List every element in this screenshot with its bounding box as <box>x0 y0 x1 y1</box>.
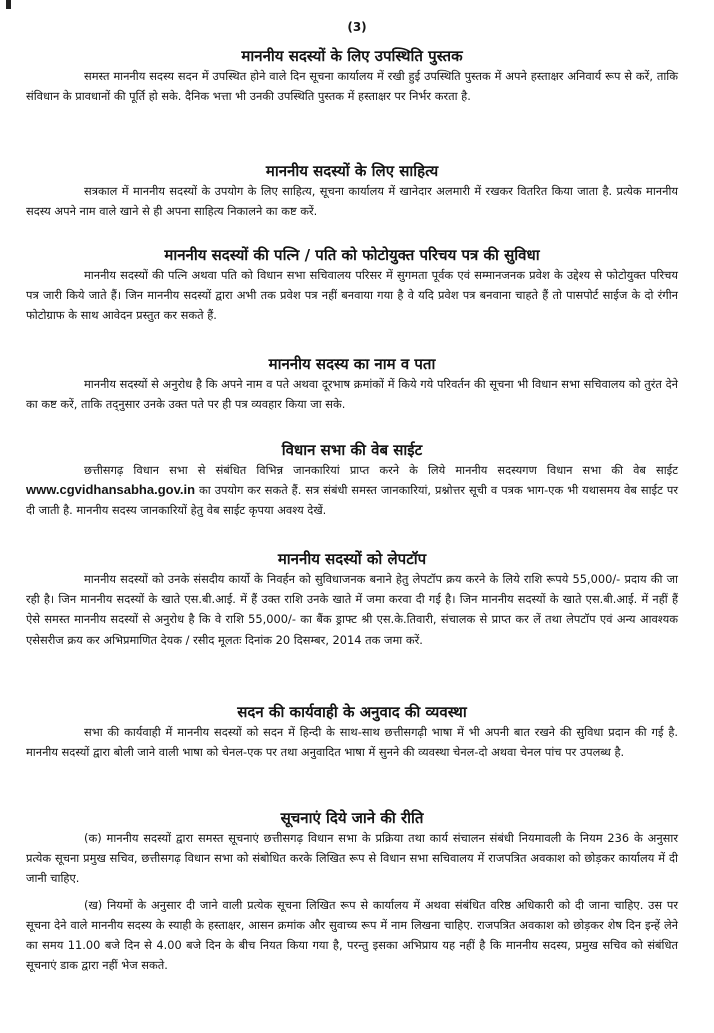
section-translation <box>26 702 678 762</box>
section-heading: माननीय सदस्यों को लेपटॉप <box>277 550 427 568</box>
section-notice-procedure <box>26 808 678 975</box>
section-body <box>26 460 678 521</box>
section-literature <box>26 161 678 221</box>
paragraph-ka: (क) माननीय सदस्यों द्वारा समस्त सूचनाएं छत्तीसगढ़ विधान सभा के प्रक्रिया तथा कार्य संचालन संबंधी नियमावली के नियम 236 के अनुसार प्रत्येक सूचना प्रमुख सचिव, छत्तीसगढ़ विधान सभा को संबोधित करके लिखित रूप से विधान सभा सचिवालय में राजपत्रित अवकाश को छोड़कर कार्यालय में दी जानी चाहिए. <box>26 831 678 886</box>
section-spouse-id-card <box>26 245 678 326</box>
section-heading: माननीय सदस्यों की पत्नि / पति को फोटोयुक्त परिचय पत्र की सुविधा <box>164 246 540 264</box>
section-body: माननीय सदस्यों से अनुरोध है कि अपने नाम व पते अथवा दूरभाष क्रमांकों में किये गये परिवर्तन की सूचना भी विधान सभा सचिवालय को तुरंत देने का कष्ट करें, ताकि तद्नुसार उनके उक्त पते पर ही पत्र व्यवहार किया जा सके. <box>26 377 678 412</box>
section-body: माननीय सदस्यों को उनके संसदीय कार्यो के निवर्हन को सुविधाजनक बनाने हेतु लेपटॉप क्रय करने के लिये राशि रूपये 55,000/- प्रदाय की जा रही है। जिन माननीय सदस्यों के खाते एस.बी.आई. में हैं उक्त राशि उनके खाते में जमा करवा दी गई है। जिन माननीय सदस्यों के खाते एस.बी.आई. में नहीं हैं ऐसे समस्त माननीय सदस्यों से अनुरोध है कि वे राशि 55,000/- का बैंक ड्राफ्ट श्री एस.के.तिवारी, संचालक से प्राप्त कर लें तथा लेपटॉप एवं अन्य आवश्यक एसेसरीज क्रय कर अभिप्रमाणित देयक / रसीद मूलतः दिनांक 20 दिसम्बर, 2014 तक जमा करें. <box>26 572 678 647</box>
section-heading: सूचनाएं दिये जाने की रीति <box>280 809 424 827</box>
section-name-address <box>26 354 678 414</box>
body-text-after-url: का उपयोग कर सकते हैं. सत्र संबंधी समस्त जानकारियां, प्रश्नोत्तर सूची व पत्रक भाग-एक भी यथासमय वेब साईट पर दी जाती है. माननीय सदस्य जानकारियों हेतु वेब साईट कृपया अवश्य देखें. <box>26 483 678 518</box>
paragraph-kha: (ख) नियमों के अनुसार दी जाने वाली प्रत्येक सूचना लिखित रूप से कार्यालय में अथवा संबंधित वरिष्ठ अधिकारी को दी जाना चाहिए. उस पर सूचना देने वाले माननीय सदस्य के स्याही के हस्ताक्षर, आसन क्रमांक और सुवाच्य रूप में नाम लिखना चाहिए. राजपत्रित अवकाश को छोड़कर शेष दिन इन्हें लेने का समय 11.00 बजे दिन से 4.00 बजे दिन के बीच नियत किया गया है, परन्तु इसका अभिप्राय यह नहीं है कि माननीय सदस्य, प्रमुख सचिव को संबंधित सूचनाएं डाक द्वारा नहीं भेज सकते. <box>26 897 678 973</box>
page-number: (3) <box>347 20 367 34</box>
section-body: सभा की कार्यवाही में माननीय सदस्यों को सदन में हिन्दी के साथ-साथ छत्तीसगढ़ी भाषा में भी अपनी बात रखने की सुविधा प्रदान की गई है. माननीय सदस्यों द्वारा बोली जाने वाली भाषा को चेनल-एक पर तथा अनुवादित भाषा में सुनने की व्यवस्था चेनल-दो अथवा चेनल पांच पर उपलब्ध है. <box>26 725 678 760</box>
website-link[interactable]: www.cgvidhansabha.gov.in <box>26 482 196 498</box>
section-heading: माननीय सदस्यों के लिए उपस्थिति पुस्तक <box>241 47 463 65</box>
section-body: माननीय सदस्यों की पत्नि अथवा पति को विधान सभा सचिवालय परिसर में सुगमता पूर्वक एवं सम्मानजनक प्रवेश के उद्देश्य से फोटोयुक्त परिचय पत्र जारी किये जाते हैं। जिन माननीय सदस्यों द्वारा अभी तक प्रवेश पत्र नहीं बनवाया गया है वे यदि प्रवेश पत्र बनवाना चाहते हैं तो पासपोर्ट साईज के दो रंगीन फोटोग्राफ के साथ आवेदन प्रस्तुत कर सकते हैं. <box>26 268 678 323</box>
section-heading: सदन की कार्यवाही के अनुवाद की व्यवस्था <box>237 703 467 721</box>
scan-corner-mark <box>6 0 11 9</box>
section-body: सत्रकाल में माननीय सदस्यों के उपयोग के लिए साहित्य, सूचना कार्यालय में खानेदार अलमारी में रखकर वितरित किया जाता है. प्रत्येक माननीय सदस्य अपने नाम वाले खाने से ही अपना साहित्य निकालने का कष्ट करें. <box>26 184 678 219</box>
section-heading: माननीय सदस्यों के लिए साहित्य <box>265 162 439 180</box>
section-attendance-book <box>26 46 678 106</box>
section-heading: माननीय सदस्य का नाम व पता <box>268 355 436 373</box>
section-website <box>26 440 678 521</box>
body-text-before-url: छत्तीसगढ़ विधान सभा से संबंधित विभिन्न जानकारियां प्राप्त करने के लिये माननीय सदस्यगण विधान सभा की वेब साईट <box>84 463 678 477</box>
section-laptop <box>26 549 678 650</box>
section-heading: विधान सभा की वेब साईट <box>281 441 423 459</box>
section-body: समस्त माननीय सदस्य सदन में उपस्थित होने वाले दिन सूचना कार्यालय में रखी हुई उपस्थिति पुस्तक में अपने हस्ताक्षर अनिवार्य रूप से करें, ताकि संविधान के प्रावधानों की पूर्ति हो सके. दैनिक भत्ता भी उनकी उपस्थिति पुस्तक में हस्ताक्षर पर निर्भर करता है. <box>26 69 678 104</box>
